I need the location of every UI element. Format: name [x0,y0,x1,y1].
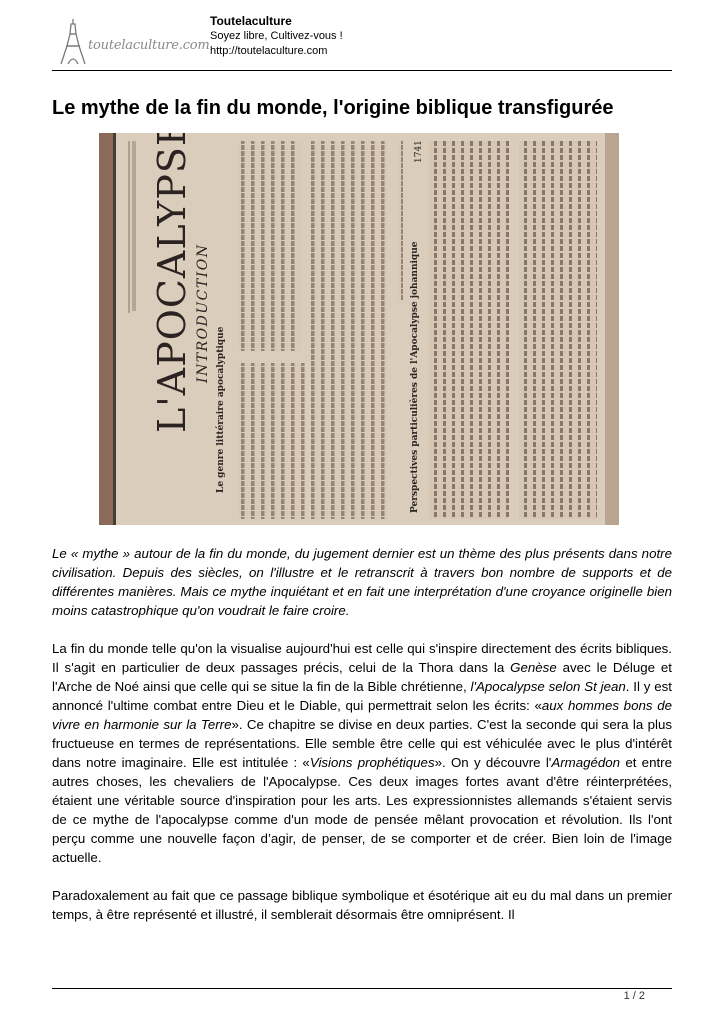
photo-section-2: Perspectives particulières de l'Apocalypse johannique [410,241,420,513]
footer-divider [52,988,672,989]
photo-page-number: 1741 [414,140,424,163]
article-title: Le mythe de la fin du monde, l'origine biblique transfigurée [52,97,614,119]
page-header [52,14,672,70]
article-paragraph-2 [52,639,672,867]
site-tagline: Soyez libre, Cultivez-vous ! [210,30,343,42]
photo-subheading: INTRODUCTION [195,243,211,383]
site-name: Toutelaculture [210,14,292,28]
page-number: 1 / 2 [623,990,645,1002]
bible-page-photo [99,133,619,525]
photo-section-1: Le genre littéraire apocalyptique [216,326,226,493]
italic-run: Visions prophétiques [309,755,435,770]
article-photo [99,133,619,525]
site-logo[interactable] [52,14,210,68]
italic-run: l'Apocalypse selon St jean [470,679,626,694]
article-intro: Le « mythe » autour de la fin du monde, du jugement dernier est un thème des plus présents dans notre civilisation. Depuis des siècles, on l'illustre et le retranscrit à travers bon nombre de supports et de différentes manières. Mais ce mythe inquiétant et en fait une interprétation d'une croyance originelle bien moins catastrophique qu'on voudrait le faire croire. [52,546,672,618]
site-url[interactable]: http://toutelaculture.com [210,45,328,57]
text-run: avec le Déluge et l'Arche de Noé ainsi que celle qui se situe la fin de la Bible chrétienne, [52,660,672,694]
site-info [210,14,343,59]
italic-run: Armagédon [551,755,621,770]
logo-text: toutelaculture.com [88,38,210,53]
eiffel-tower-icon [58,18,88,66]
text-run: ». Ce chapitre se divise en deux parties. C'est la seconde qui sera la plus fructueuse en termes de représentations. Elle semble être celle qui est véhiculée avec le plus d'intérêt dans notre imaginaire. Elle est intitulée : « [52,717,673,770]
text-run: La fin du monde telle qu'on la visualise aujourd'hui est celle qui s'inspire directement des écrits bibliques. Il s'agit en particulier de deux passages précis, celui de la Thora dans la [52,641,672,675]
italic-run: aux hommes bons de vivre en harmonie sur la Terre [52,698,672,732]
header-divider [52,70,672,71]
text-run: ». On y découvre l' [434,755,552,770]
photo-heading: L'APOCALYPSE [150,133,194,433]
text-run: et entre autres choses, les chevaliers de l'Apocalypse. Ces deux images fortes avant d'être réinterprétées, étaient une véritable source d'inspiration pour les arts. Les expressionnistes allemands s'étaient servis de ce mythe de l'apocalypse comme d'un mode de pensée mêlant provocation et révolution. Ils l'ont perçu comme une nouvelle façon d’agir, de penser, de se comporter et de créer. Bien loin de l'image actuelle. [52,755,672,865]
article-body [52,544,672,943]
italic-run: Genèse [510,660,557,675]
article-paragraph-3: Paradoxalement au fait que ce passage biblique symbolique et ésotérique ait eu du mal dans un premier temps, à être représenté et illustré, il semblerait désormais être omniprésent. Il [52,888,672,922]
text-run: . Il y est annoncé l'ultime combat entre Dieu et le Diable, qui permettrait selon les écrits: « [52,679,673,713]
